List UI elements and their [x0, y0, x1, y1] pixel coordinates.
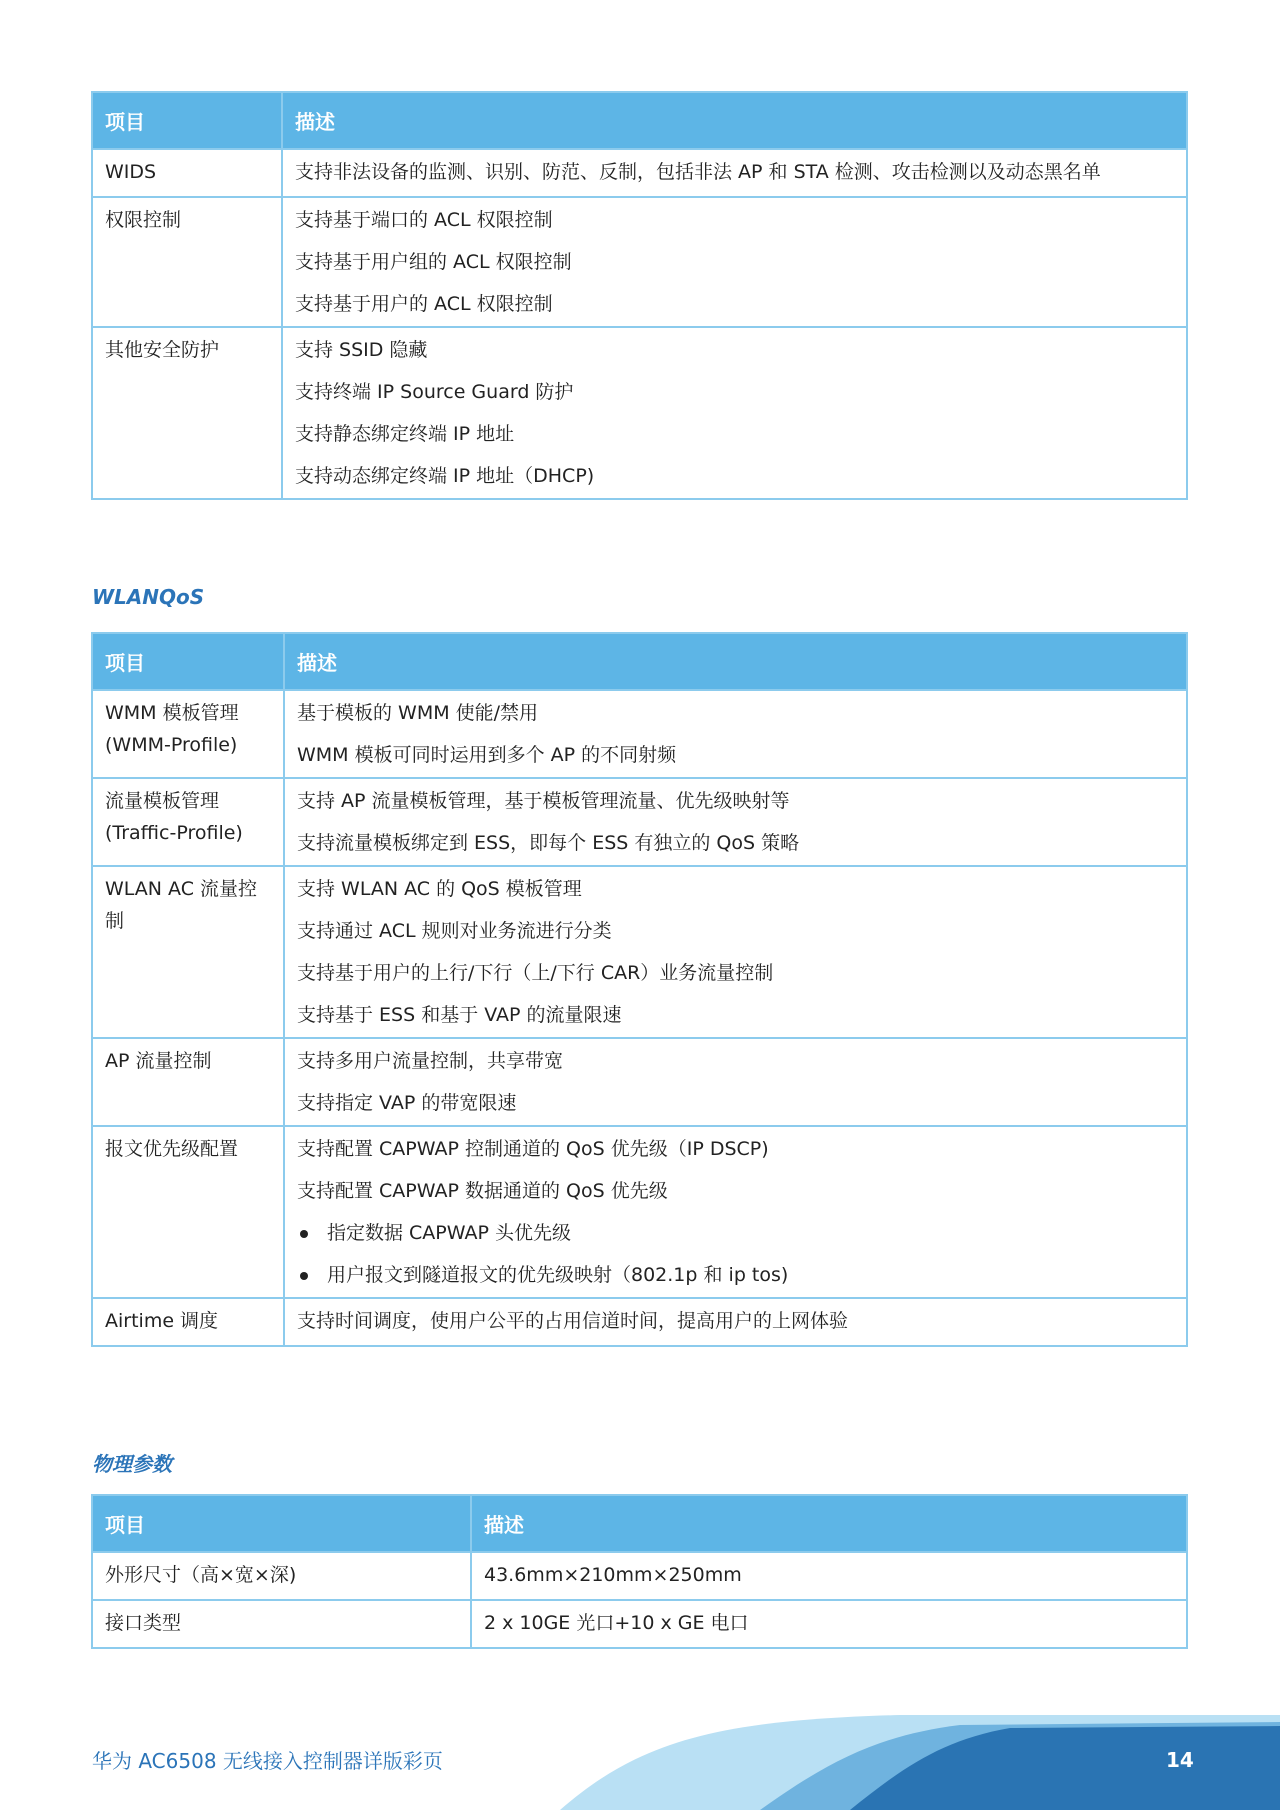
page-number: 14 [1166, 1748, 1194, 1772]
row-item: AP 流量控制 [92, 1038, 284, 1126]
footer-doc-title: 华为 AC6508 无线接入控制器详版彩页 [92, 1749, 443, 1773]
row-item: WLAN AC 流量控制 [92, 866, 284, 1038]
table-row [92, 1038, 1187, 1126]
table-row [92, 149, 1187, 197]
row-desc [284, 1126, 1187, 1298]
row-item: Airtime 调度 [92, 1298, 284, 1346]
row-value: 43.6mm×210mm×250mm [471, 1552, 1187, 1600]
desc-line: 支持动态绑定终端 IP 地址（DHCP) [295, 465, 595, 487]
wlanqos-table [91, 632, 1188, 1347]
row-item: 报文优先级配置 [92, 1126, 284, 1298]
row-desc [284, 1298, 1187, 1346]
desc-line: 支持 SSID 隐藏 [295, 339, 428, 361]
header-desc: 描述 [284, 633, 1187, 690]
bullet-item: 指定数据 CAPWAP 头优先级 [297, 1221, 1174, 1263]
bullet-item: 用户报文到隧道报文的优先级映射（802.1p 和 ip tos) [297, 1263, 1174, 1289]
row-item: 其他安全防护 [92, 327, 282, 499]
desc-line: 支持基于 ESS 和基于 VAP 的流量限速 [297, 1004, 622, 1026]
desc-line: 支持流量模板绑定到 ESS，即每个 ESS 有独立的 QoS 策略 [297, 832, 800, 854]
desc-line: 支持指定 VAP 的带宽限速 [297, 1092, 517, 1114]
header-desc: 描述 [282, 92, 1187, 149]
table-row [92, 690, 1187, 778]
table-row [92, 327, 1187, 499]
table-row [92, 1298, 1187, 1346]
table-header-row [92, 92, 1187, 149]
desc-line: 支持基于用户组的 ACL 权限控制 [295, 251, 572, 273]
desc-line: 支持基于用户的上行/下行（上/下行 CAR）业务流量控制 [297, 962, 774, 984]
row-item: 流量模板管理 (Traffic-Profile) [92, 778, 284, 866]
desc-line: 支持通过 ACL 规则对业务流进行分类 [297, 920, 612, 942]
header-item: 项目 [92, 92, 282, 149]
section-title-physical: 物理参数 [92, 1452, 172, 1476]
table-row [92, 197, 1187, 327]
row-desc [284, 1038, 1187, 1126]
row-item: 权限控制 [92, 197, 282, 327]
row-desc [282, 327, 1187, 499]
desc-line: 基于模板的 WMM 使能/禁用 [297, 702, 539, 724]
row-desc [284, 778, 1187, 866]
row-desc [282, 149, 1187, 197]
table-row [92, 1126, 1187, 1298]
row-item: WIDS [92, 149, 282, 197]
header-item: 项目 [92, 1495, 471, 1552]
desc-line: 支持 AP 流量模板管理，基于模板管理流量、优先级映射等 [297, 790, 790, 812]
header-desc: 描述 [471, 1495, 1187, 1552]
row-desc [282, 197, 1187, 327]
row-desc [284, 866, 1187, 1038]
desc-line: 支持非法设备的监测、识别、防范、反制，包括非法 AP 和 STA 检测、攻击检测以及动态黑名单 [295, 161, 1101, 183]
table-header-row [92, 633, 1187, 690]
desc-line: 支持基于端口的 ACL 权限控制 [295, 209, 553, 231]
desc-line: 支持配置 CAPWAP 控制通道的 QoS 优先级（IP DSCP) [297, 1138, 769, 1160]
row-item: WMM 模板管理 (WMM-Profile) [92, 690, 284, 778]
desc-line: 支持时间调度，使用户公平的占用信道时间，提高用户的上网体验 [297, 1310, 849, 1332]
row-item: 外形尺寸（高×宽×深) [92, 1552, 471, 1600]
section-title-wlanqos: WLANQoS [92, 585, 205, 609]
desc-line: 支持 WLAN AC 的 QoS 模板管理 [297, 878, 582, 900]
row-value: 2 x 10GE 光口+10 x GE 电口 [471, 1600, 1187, 1648]
table-row [92, 1552, 1187, 1600]
security-table [91, 91, 1188, 500]
table-row [92, 866, 1187, 1038]
physical-params-table [91, 1494, 1188, 1649]
row-desc [284, 690, 1187, 778]
table-header-row [92, 1495, 1187, 1552]
desc-line: 支持终端 IP Source Guard 防护 [295, 381, 574, 403]
desc-line: 支持基于用户的 ACL 权限控制 [295, 293, 553, 315]
desc-line: 支持多用户流量控制，共享带宽 [297, 1050, 564, 1072]
desc-line: 支持静态绑定终端 IP 地址 [295, 423, 515, 445]
table-row [92, 1600, 1187, 1648]
table-row [92, 778, 1187, 866]
row-item: 接口类型 [92, 1600, 471, 1648]
header-item: 项目 [92, 633, 284, 690]
desc-line: WMM 模板可同时运用到多个 AP 的不同射频 [297, 744, 677, 766]
desc-line: 支持配置 CAPWAP 数据通道的 QoS 优先级 [297, 1180, 668, 1202]
